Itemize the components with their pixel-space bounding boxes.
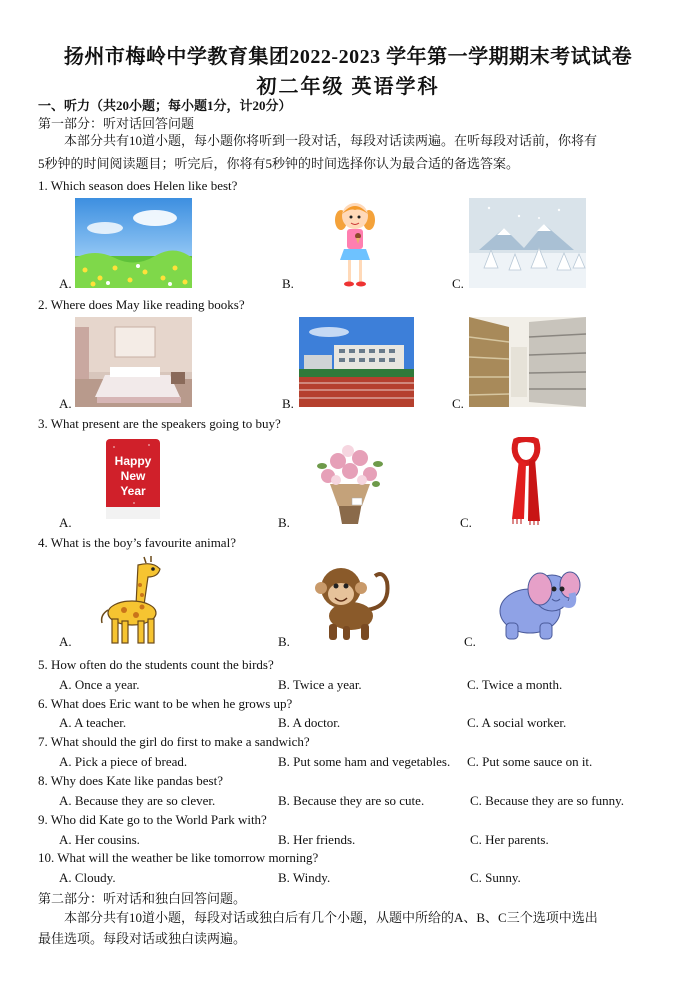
red-scarf-image: [502, 437, 550, 525]
question-10: 10. What will the weather be like tomorrow morning?: [38, 850, 319, 865]
question-9-option-b: B. Her friends.: [278, 832, 356, 847]
question-7-option-b: B. Put some ham and vegetables.: [278, 754, 451, 769]
part1-instruction-line2: 5秒钟的时间阅读题目；听完后，你将有5秒钟的时间选择你认为最合适的备选答案。: [38, 156, 520, 171]
question-7-option-c: C. Put some sauce on it.: [467, 754, 593, 769]
question-4: 4. What is the boy’s favourite animal?: [38, 535, 236, 550]
option-letter: A.: [59, 634, 72, 649]
question-6: 6. What does Eric want to be when he grows up?: [38, 696, 293, 711]
section-heading: 一、听力（共20小题；每小题1分，计20分）: [38, 98, 292, 113]
question-10-option-a: A. Cloudy.: [59, 870, 116, 885]
snowy-landscape-image: [469, 198, 586, 288]
part2-instruction-line1: 本部分共有10道小题，每段对话或独白后有几个小题，从题中所给的A、B、C三个选项中选出: [64, 910, 598, 925]
option-letter: C.: [460, 515, 472, 530]
happy-new-year-card-image: [104, 437, 162, 523]
question-5-option-b: B. Twice a year.: [278, 677, 362, 692]
question-8: 8. Why does Kate like pandas best?: [38, 773, 223, 788]
question-5: 5. How often do the students count the birds?: [38, 657, 274, 672]
question-5-option-c: C. Twice a month.: [467, 677, 563, 692]
part2-instruction-line2: 最佳选项。每段对话或独白读两遍。: [38, 931, 247, 946]
question-5-option-a: A. Once a year.: [59, 677, 140, 692]
girl-with-ice-cream-image: [330, 198, 380, 290]
question-10-option-c: C. Sunny.: [470, 870, 521, 885]
question-3: 3. What present are the speakers going to buy?: [38, 416, 281, 431]
option-letter: A.: [59, 515, 72, 530]
option-letter: C.: [452, 396, 464, 411]
spring-meadow-image: [75, 198, 192, 288]
exam-subtitle: 初二年级 英语学科: [256, 76, 440, 98]
question-6-option-a: A. A teacher.: [59, 715, 127, 730]
part1-instruction-line1: 本部分共有10道小题，每小题你将听到一段对话，每段对话读两遍。在听每段对话前，你将有: [64, 133, 598, 148]
question-7: 7. What should the girl do first to make a sandwich?: [38, 734, 310, 749]
option-letter: B.: [278, 515, 290, 530]
option-letter: B.: [278, 634, 290, 649]
library-image: [469, 317, 586, 407]
question-8-option-b: B. Because they are so cute.: [278, 793, 425, 808]
question-8-option-a: A. Because they are so clever.: [59, 793, 216, 808]
option-letter: C.: [464, 634, 476, 649]
option-letter: B.: [282, 396, 294, 411]
option-letter: A.: [59, 396, 72, 411]
option-letter: C.: [452, 276, 464, 291]
part2-label: 第二部分：听对话和独白回答问题。: [38, 891, 247, 906]
option-letter: B.: [282, 276, 294, 291]
question-8-option-c: C. Because they are so funny.: [470, 793, 625, 808]
card-text-new: New: [120, 469, 146, 483]
question-7-option-a: A. Pick a piece of bread.: [59, 754, 188, 769]
bedroom-image: [75, 317, 192, 407]
card-text-happy: Happy: [114, 454, 152, 468]
question-6-option-b: B. A doctor.: [278, 715, 341, 730]
monkey-image: [307, 560, 395, 644]
question-9-option-a: A. Her cousins.: [59, 832, 140, 847]
question-2: 2. Where does May like reading books?: [38, 297, 245, 312]
part1-label: 第一部分：听对话回答问题: [38, 116, 195, 131]
question-9: 9. Who did Kate go to the World Park with?: [38, 812, 267, 827]
option-letter: A.: [59, 276, 72, 291]
elephant-image: [490, 563, 586, 643]
question-10-option-b: B. Windy.: [278, 870, 331, 885]
giraffe-image: [98, 555, 170, 647]
exam-title: 扬州市梅岭中学教育集团2022-2023 学年第一学期期末考试试卷: [63, 46, 633, 68]
question-1: 1. Which season does Helen like best?: [38, 178, 238, 193]
question-6-option-c: C. A social worker.: [467, 715, 567, 730]
question-9-option-c: C. Her parents.: [470, 832, 549, 847]
playground-image: [299, 317, 414, 407]
card-text-year: Year: [120, 484, 146, 498]
flower-bouquet-image: [310, 436, 390, 526]
